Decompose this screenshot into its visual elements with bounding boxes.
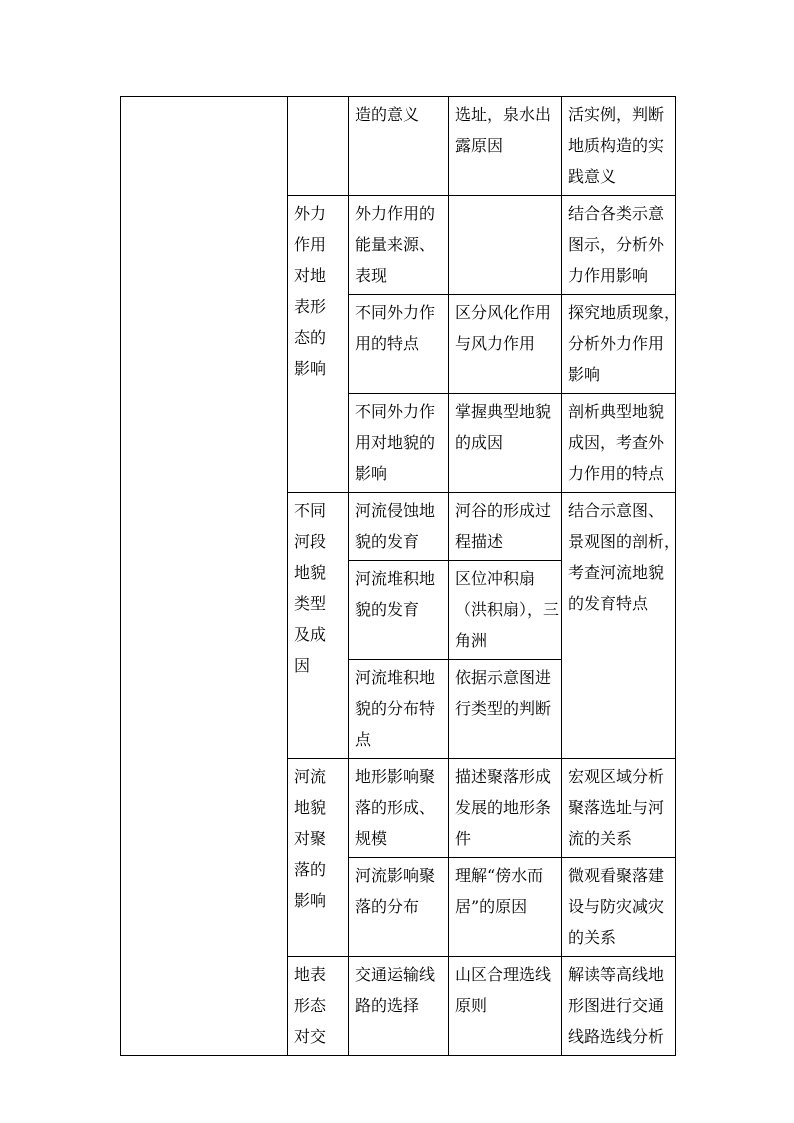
text-line: 影响 (294, 359, 327, 378)
text-line: 微观看聚落建 (568, 866, 665, 885)
text-line: 描述聚落形成 (455, 767, 552, 786)
text-line: 影响 (294, 891, 327, 910)
text-line: 宏观区域分析 (568, 767, 665, 786)
requirement-cell (449, 858, 562, 957)
text-line: 力作用影响 (568, 266, 649, 285)
group-cell-transport (288, 957, 349, 1056)
requirement-cell-empty (449, 196, 562, 295)
requirement-cell (449, 660, 562, 759)
text-line: 河流堆积地 (355, 668, 436, 687)
text-line: 件 (455, 829, 472, 848)
text-line: 交通运输线 (355, 965, 436, 984)
text-line: 影响 (568, 365, 601, 384)
text-line: 结合示意图、 (568, 501, 665, 520)
requirement-cell (449, 759, 562, 858)
text-line: 因 (294, 656, 311, 675)
text-line: 规模 (355, 829, 388, 848)
text-line: 区位冲积扇 (455, 569, 536, 588)
text-line: 解读等高线地 (568, 965, 665, 984)
text-line: 形态 (294, 996, 327, 1015)
content-cell (349, 97, 449, 196)
group-cell-settlements (288, 759, 349, 957)
content-cell (349, 858, 449, 957)
text-line: 理解“傍水而 (455, 866, 544, 885)
text-line: 成因，考查外 (568, 433, 665, 452)
group-cell-continued (288, 97, 349, 196)
content-cell (349, 196, 449, 295)
table-row (121, 97, 676, 196)
text-line: 地貌 (294, 563, 327, 582)
text-line: 对聚 (294, 829, 327, 848)
text-line: 山区合理选线 (455, 965, 552, 984)
text-line: 貌的分布特 (355, 699, 436, 718)
exam-focus-cell (562, 759, 676, 858)
text-line: 地貌 (294, 798, 327, 817)
text-line: 的发育特点 (568, 594, 649, 613)
text-line: 对交 (294, 1027, 327, 1046)
text-line: 分析外力作用 (568, 334, 665, 353)
text-line: 态的 (294, 328, 327, 347)
text-line: 剖析典型地貌 (568, 402, 665, 421)
requirement-cell (449, 394, 562, 493)
exam-focus-cell (562, 957, 676, 1056)
text-line: 地质构造的实 (568, 136, 665, 155)
requirement-cell (449, 295, 562, 394)
text-line: 点 (355, 730, 372, 749)
text-line: 不同 (294, 501, 327, 520)
text-line: 路的选择 (355, 996, 420, 1015)
text-line: 貌的发育 (355, 532, 420, 551)
text-line: 力作用的特点 (568, 464, 665, 483)
text-line: 原则 (455, 996, 488, 1015)
text-line: 造的意义 (355, 105, 420, 124)
text-line: 掌握典型地貌 (455, 402, 552, 421)
content-cell (349, 493, 449, 561)
text-line: 河段 (294, 532, 327, 551)
exam-focus-cell (562, 858, 676, 957)
text-line: 河流侵蚀地 (355, 501, 436, 520)
text-line: 落的形成、 (355, 798, 436, 817)
text-line: 结合各类示意 (568, 204, 665, 223)
text-line: 貌的发育 (355, 600, 420, 619)
text-line: 落的分布 (355, 897, 420, 916)
text-line: 对地 (294, 266, 327, 285)
text-line: 考查河流地貌 (568, 563, 665, 582)
text-line: 不同外力作 (355, 303, 436, 322)
text-line: 表形 (294, 297, 327, 316)
text-line: 依据示意图进 (455, 668, 552, 687)
exam-focus-cell (562, 493, 681, 759)
content-cell (349, 660, 449, 759)
content-cell (349, 561, 449, 660)
text-line: 类型 (294, 594, 327, 613)
text-line: 河流影响聚 (355, 866, 436, 885)
text-line: 河谷的形成过 (455, 501, 552, 520)
text-line: 及成 (294, 625, 327, 644)
text-line: 的成因 (455, 433, 504, 452)
text-line: 能量来源、 (355, 235, 436, 254)
text-line: 落的 (294, 860, 327, 879)
text-line: 不同外力作 (355, 402, 436, 421)
exam-focus-cell (562, 97, 676, 196)
text-line: 景观图的剖析， (568, 532, 681, 551)
text-line: 地表 (294, 965, 327, 984)
text-line: 与风力作用 (455, 334, 536, 353)
text-line: 行类型的判断 (455, 699, 552, 718)
requirement-cell (449, 97, 562, 196)
content-cell (349, 759, 449, 858)
text-line: 用的特点 (355, 334, 420, 353)
content-cell (349, 394, 449, 493)
text-line: 践意义 (568, 167, 617, 186)
text-line: 发展的地形条 (455, 798, 552, 817)
text-line: 选址，泉水出 (455, 105, 552, 124)
text-line: 形图进行交通 (568, 996, 665, 1015)
course-outline-table (120, 96, 681, 1056)
text-line: 河流 (294, 767, 327, 786)
text-line: 作用 (294, 235, 327, 254)
content-cell (349, 957, 449, 1056)
text-line: 露原因 (455, 136, 504, 155)
text-line: 活实例，判断 (568, 105, 665, 124)
text-line: 河流堆积地 (355, 569, 436, 588)
text-line: 表现 (355, 266, 388, 285)
text-line: 流的关系 (568, 829, 633, 848)
text-line: 居”的原因 (455, 897, 528, 916)
requirement-cell (449, 561, 562, 660)
group-cell-river-landforms (288, 493, 349, 759)
text-line: 线路选线分析 (568, 1027, 665, 1046)
text-line: 地形影响聚 (355, 767, 436, 786)
exam-focus-cell (562, 295, 681, 394)
exam-focus-cell (562, 196, 676, 295)
exam-focus-cell (562, 394, 676, 493)
text-line: 设与防灾减灾 (568, 897, 665, 916)
text-line: 外力作用的 (355, 204, 436, 223)
text-line: 探究地质现象， (568, 303, 681, 322)
text-line: （洪积扇），三 (455, 600, 560, 619)
text-line: 外力 (294, 204, 327, 223)
text-line: 用对地貌的 (355, 433, 436, 452)
requirement-cell (449, 957, 562, 1056)
text-line: 的关系 (568, 928, 617, 947)
requirement-cell (449, 493, 562, 561)
group-cell-external-forces (288, 196, 349, 493)
text-line: 影响 (355, 464, 388, 483)
text-line: 图示，分析外 (568, 235, 665, 254)
content-cell (349, 295, 449, 394)
topic-column-cell (121, 97, 288, 1056)
text-line: 程描述 (455, 532, 504, 551)
text-line: 角洲 (455, 631, 488, 650)
text-line: 区分风化作用 (455, 303, 552, 322)
text-line: 聚落选址与河 (568, 798, 665, 817)
